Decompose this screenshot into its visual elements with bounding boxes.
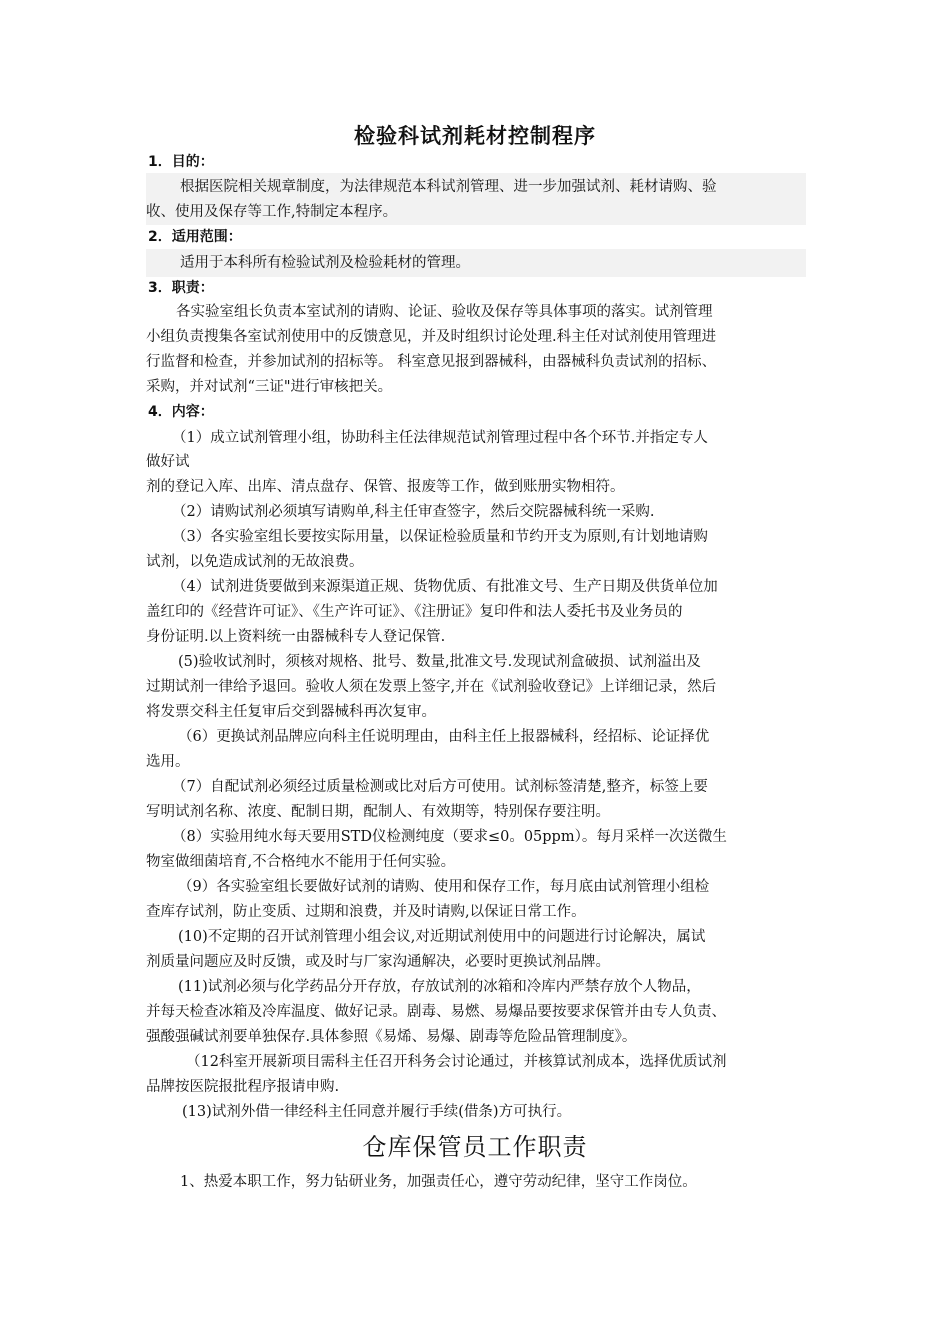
section-4-line-1: （1）成立试剂管理小组，协助科主任法律规范试剂管理过程中各个环节.并指定专人 xyxy=(172,430,708,446)
section-4-line-13: （6）更换试剂品牌应向科主任说明理由，由科主任上报器械科，经招标、论证择优 xyxy=(178,729,710,745)
section-4-line-11: 过期试剂一律给予退回。验收人须在发票上签字,并在《试剂验收登记》上详细记录，然后 xyxy=(146,679,717,695)
section-3-line-2: 小组负责搜集各室试剂使用中的反馈意见，并及时组织讨论处理.科主任对试剂使用管理进 xyxy=(146,329,717,345)
section-1-line-2: 收、使用及保存等工作,特制定本程序。 xyxy=(146,204,398,220)
section-4-line-15: （7）自配试剂必须经过质量检测或比对后方可使用。试剂标签清楚,整齐，标签上要 xyxy=(172,779,708,795)
section-4-line-24: 并每天检查冰箱及冷库温度、做好记录。剧毒、易燃、易爆品要按要求保管并由专人负责、 xyxy=(146,1004,726,1020)
section-1-line-1: 根据医院相关规章制度，为法律规范本科试剂管理、进一步加强试剂、耗材请购、验 xyxy=(180,179,717,195)
section-3-heading: 3．职责： xyxy=(148,280,214,296)
section-4-line-10: (5)验收试剂时，须核对规格、批号、数量,批准文号.发现试剂盒破损、试剂溢出及 xyxy=(178,654,701,670)
section-4-line-27: 品牌按医院报批程序报请申购. xyxy=(146,1079,340,1095)
section-4-line-16: 写明试剂名称、浓度、配制日期，配制人、有效期等，特别保存要注明。 xyxy=(146,804,610,820)
section-4-line-25: 强酸强碱试剂要单独保存.具体参照《易烯、易爆、剧毒等危险品管理制度》。 xyxy=(146,1029,637,1045)
section-2-heading: 2．适用范围： xyxy=(148,229,242,245)
section-4-line-4: （2）请购试剂必须填写请购单,科主任审查签字，然后交院器械科统一采购. xyxy=(172,504,655,520)
section-4-line-28: (13)试剂外借一律经科主任同意并履行手续(借条)方可执行。 xyxy=(182,1104,572,1120)
section-3-line-4: 采购，并对试剂“三证"进行审核把关。 xyxy=(146,379,393,395)
section-4-line-3: 剂的登记入库、出库、清点盘存、保管、报废等工作，做到账册实物相符。 xyxy=(146,479,625,495)
section-4-heading: 4．内容： xyxy=(148,404,214,420)
section-4-line-18: 物室做细菌培育,不合格纯水不能用于任何实验。 xyxy=(146,854,456,870)
section-4-line-2: 做好试 xyxy=(146,454,190,470)
section-3-line-1: 各实验室组长负责本室试剂的请购、论证、验收及保存等具体事项的落实。试剂管理 xyxy=(176,304,713,320)
duty-line-1: 1、热爱本职工作，努力钻研业务，加强责任心，遵守劳动纪律，坚守工作岗位。 xyxy=(180,1174,697,1190)
section-4-line-14: 选用。 xyxy=(146,754,190,770)
section-4-line-22: 剂质量问题应及时反馈，或及时与厂家沟通解决，必要时更换试剂品牌。 xyxy=(146,954,610,970)
section-4-line-26: （12科室开展新项目需科主任召开科务会讨论通过，并核算试剂成本，选择优质试剂 xyxy=(186,1054,727,1070)
section-4-line-21: (10)不定期的召开试剂管理小组会议,对近期试剂使用中的问题进行讨论解决，属试 xyxy=(178,929,706,945)
section-4-line-8: 盖红印的《经营许可证》、《生产许可证》、《注册证》复印件和法人委托书及业务员的 xyxy=(146,604,683,620)
section-4-line-7: （4）试剂进货要做到来源渠道正规、货物优质、有批准文号、生产日期及供货单位加 xyxy=(172,579,718,595)
section-4-line-9: 身份证明.以上资料统一由器械科专人登记保管. xyxy=(146,629,446,645)
section-4-line-6: 试剂，以免造成试剂的无故浪费。 xyxy=(146,554,364,570)
section-4-line-19: （9）各实验室组长要做好试剂的请购、使用和保存工作，每月底由试剂管理小组检 xyxy=(178,879,710,895)
document-title: 检验科试剂耗材控制程序 xyxy=(354,124,596,148)
section-4-line-5: （3）各实验室组长要按实际用量，以保证检验质量和节约开支为原则,有计划地请购 xyxy=(172,529,708,545)
section-1-heading: 1．目的： xyxy=(148,154,214,170)
second-document-title: 仓库保管员工作职责 xyxy=(362,1133,588,1161)
section-4-line-17: （8）实验用纯水每天要用STD仪检测纯度（要求≤0。05ppm）。每月采样一次送微生 xyxy=(172,829,727,845)
section-4-line-12: 将发票交科主任复审后交到器械科再次复审。 xyxy=(146,704,436,720)
section-3-line-3: 行监督和检查，并参加试剂的招标等。 科室意见报到器械科，由器械科负责试剂的招标、 xyxy=(146,354,717,370)
section-4-line-20: 查库存试剂，防止变质、过期和浪费，并及时请购,以保证日常工作。 xyxy=(146,904,586,920)
section-4-line-23: (11)试剂必须与化学药品分开存放，存放试剂的冰箱和冷库内严禁存放个人物品， xyxy=(178,979,701,995)
section-2-line-1: 适用于本科所有检验试剂及检验耗材的管理。 xyxy=(180,255,470,271)
